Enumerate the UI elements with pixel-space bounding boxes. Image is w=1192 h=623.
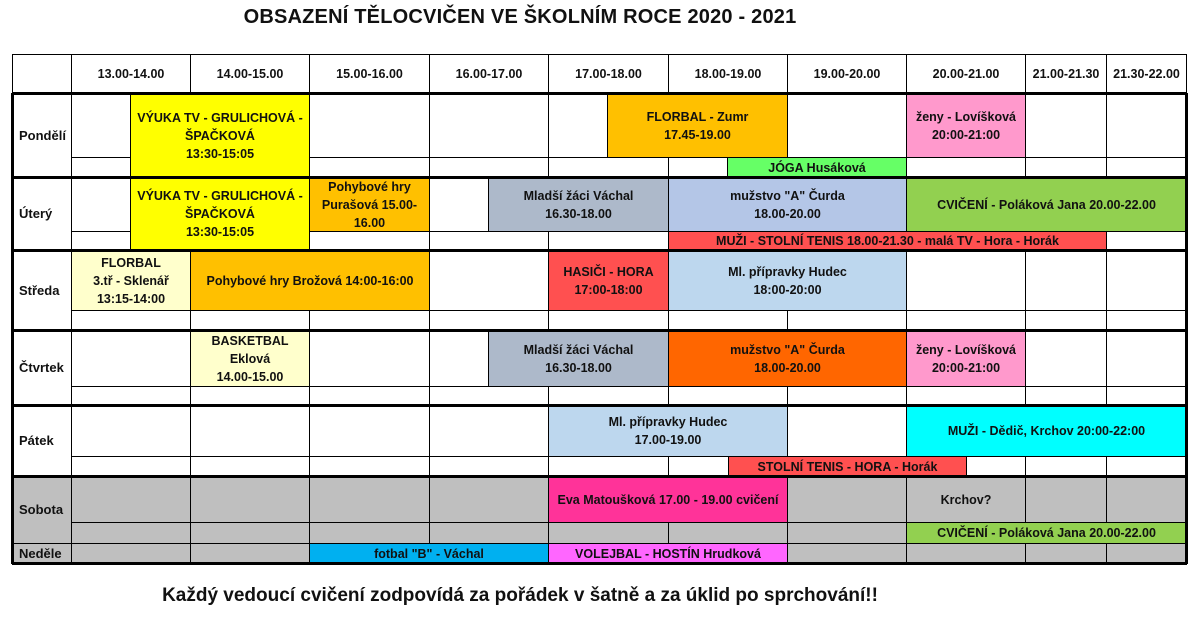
event-block: VOLEJBAL - HOSTÍN Hrudková xyxy=(548,543,788,564)
event-block: MUŽI - STOLNÍ TENIS 18.00-21.30 - malá TV - Hora - Horák xyxy=(668,231,1107,251)
empty-slot xyxy=(309,93,430,158)
event-block: ženy - Lovíšková 20:00-21:00 xyxy=(906,93,1026,158)
empty-slot xyxy=(787,405,907,457)
event-block: FLORBAL 3.tř - Sklenář 13:15-14:00 xyxy=(71,250,191,311)
header-corner xyxy=(12,54,72,94)
time-slot-header: 19.00-20.00 xyxy=(787,54,907,94)
event-block: fotbal "B" - Váchal xyxy=(309,543,549,564)
time-slot-header: 18.00-19.00 xyxy=(668,54,788,94)
event-block: Mladší žáci Váchal 16.30-18.00 xyxy=(488,177,669,232)
empty-slot xyxy=(429,476,549,523)
empty-slot xyxy=(548,157,669,178)
empty-slot xyxy=(1025,543,1107,564)
empty-slot xyxy=(71,386,191,406)
time-slot-header: 21.00-21.30 xyxy=(1025,54,1107,94)
day-label: Sobota xyxy=(12,476,72,544)
row-separator xyxy=(12,176,1187,179)
empty-slot xyxy=(71,456,191,477)
day-label: Pondělí xyxy=(12,93,72,178)
empty-slot xyxy=(429,522,549,544)
event-block: Pohybové hry Purašová 15.00- 16.00 xyxy=(309,177,430,232)
empty-slot xyxy=(309,476,430,523)
empty-slot xyxy=(309,157,430,178)
time-slot-header: 13.00-14.00 xyxy=(71,54,191,94)
event-block: mužstvo "A" Čurda 18.00-20.00 xyxy=(668,330,907,387)
empty-slot xyxy=(429,386,549,406)
table-border-right xyxy=(1185,93,1188,564)
empty-slot xyxy=(906,157,1026,178)
empty-slot xyxy=(71,476,191,523)
empty-slot xyxy=(548,310,669,331)
empty-slot xyxy=(190,405,310,457)
empty-slot xyxy=(429,157,549,178)
day-label: Neděle xyxy=(12,543,72,564)
event-block: Krchov? xyxy=(906,476,1026,523)
empty-slot xyxy=(668,386,788,406)
event-block: Ml. přípravky Hudec 17.00-19.00 xyxy=(548,405,788,457)
empty-slot xyxy=(548,386,669,406)
empty-slot xyxy=(1106,157,1187,178)
empty-slot xyxy=(906,543,1026,564)
time-slot-header: 21.30-22.00 xyxy=(1106,54,1187,94)
event-block: BASKETBAL Eklová 14.00-15.00 xyxy=(190,330,310,387)
row-separator xyxy=(12,249,1187,252)
table-border-left xyxy=(11,93,14,564)
event-block: MUŽI - Dědič, Krchov 20:00-22:00 xyxy=(906,405,1187,457)
empty-slot xyxy=(190,386,310,406)
empty-slot xyxy=(787,93,907,158)
row-separator xyxy=(12,329,1187,332)
event-block: Ml. přípravky Hudec 18:00-20:00 xyxy=(668,250,907,311)
empty-slot xyxy=(309,330,430,387)
event-block: VÝUKA TV - GRULICHOVÁ - ŠPAČKOVÁ 13:30-15:05 xyxy=(130,93,310,178)
empty-slot xyxy=(1106,231,1187,251)
empty-slot xyxy=(548,522,669,544)
time-slot-header: 16.00-17.00 xyxy=(429,54,549,94)
empty-slot xyxy=(668,310,788,331)
empty-slot xyxy=(429,456,549,477)
empty-slot xyxy=(71,522,191,544)
event-block: CVIČENÍ - Poláková Jana 20.00-22.00 xyxy=(906,522,1187,544)
empty-slot xyxy=(787,522,907,544)
empty-slot xyxy=(668,522,788,544)
empty-slot xyxy=(1025,456,1107,477)
empty-slot xyxy=(787,543,907,564)
empty-slot xyxy=(1025,386,1107,406)
row-separator xyxy=(12,404,1187,407)
day-label: Úterý xyxy=(12,177,72,251)
empty-slot xyxy=(190,522,310,544)
empty-slot xyxy=(1106,310,1187,331)
day-label: Pátek xyxy=(12,405,72,477)
empty-slot xyxy=(429,231,549,251)
event-block: VÝUKA TV - GRULICHOVÁ - ŠPAČKOVÁ 13:30-15:05 xyxy=(130,177,310,251)
empty-slot xyxy=(787,310,907,331)
empty-slot xyxy=(548,231,669,251)
empty-slot xyxy=(1025,93,1107,158)
empty-slot xyxy=(1106,386,1187,406)
empty-slot xyxy=(1025,476,1107,523)
time-slot-header: 14.00-15.00 xyxy=(190,54,310,94)
event-block: STOLNÍ TENIS - HORA - Horák xyxy=(728,456,967,477)
event-block: JÓGA Husáková xyxy=(727,157,907,178)
empty-slot xyxy=(906,250,1026,311)
empty-slot xyxy=(429,405,549,457)
empty-slot xyxy=(190,310,310,331)
empty-slot xyxy=(1025,250,1107,311)
empty-slot xyxy=(787,386,907,406)
empty-slot xyxy=(309,386,430,406)
empty-slot xyxy=(906,386,1026,406)
empty-slot xyxy=(1106,456,1187,477)
empty-slot xyxy=(71,310,191,331)
event-block: Mladší žáci Váchal 16.30-18.00 xyxy=(488,330,669,387)
empty-slot xyxy=(190,456,310,477)
event-block: Pohybové hry Brožová 14:00-16:00 xyxy=(190,250,430,311)
event-block: FLORBAL - Zumr 17.45-19.00 xyxy=(607,93,788,158)
time-slot-header: 15.00-16.00 xyxy=(309,54,430,94)
empty-slot xyxy=(1025,330,1107,387)
time-slot-header: 20.00-21.00 xyxy=(906,54,1026,94)
event-block: ženy - Lovíšková 20:00-21:00 xyxy=(906,330,1026,387)
empty-slot xyxy=(71,405,191,457)
empty-slot xyxy=(1106,250,1187,311)
empty-slot xyxy=(1106,543,1187,564)
row-separator xyxy=(12,475,1187,478)
empty-slot xyxy=(309,231,430,251)
day-label: Středa xyxy=(12,250,72,331)
empty-slot xyxy=(1106,93,1187,158)
empty-slot xyxy=(1106,330,1187,387)
event-block: HASIČI - HORA 17:00-18:00 xyxy=(548,250,669,311)
empty-slot xyxy=(906,310,1026,331)
empty-slot xyxy=(548,456,669,477)
empty-slot xyxy=(309,456,430,477)
empty-slot xyxy=(71,330,191,387)
empty-slot xyxy=(1025,157,1107,178)
empty-slot xyxy=(1106,476,1187,523)
empty-slot xyxy=(429,310,549,331)
empty-slot xyxy=(190,543,310,564)
event-block: mužstvo "A" Čurda 18.00-20.00 xyxy=(668,177,907,232)
empty-slot xyxy=(1025,310,1107,331)
event-block: Eva Matoušková 17.00 - 19.00 cvičení xyxy=(548,476,788,523)
empty-slot xyxy=(429,250,549,311)
empty-slot xyxy=(309,405,430,457)
empty-slot xyxy=(71,543,191,564)
empty-slot xyxy=(190,476,310,523)
empty-slot xyxy=(429,93,549,158)
day-label: Čtvrtek xyxy=(12,330,72,406)
event-block: CVIČENÍ - Poláková Jana 20.00-22.00 xyxy=(906,177,1187,232)
footer-note: Každý vedoucí cvičení zodpovídá za pořádek v šatně a za úklid po sprchování!! xyxy=(162,585,878,606)
empty-slot xyxy=(309,310,430,331)
row-separator xyxy=(12,92,1187,95)
row-separator xyxy=(12,562,1187,565)
page-title: OBSAZENÍ TĚLOCVIČEN VE ŠKOLNÍM ROCE 2020 - 2021 xyxy=(243,6,797,28)
empty-slot xyxy=(787,476,907,523)
time-slot-header: 17.00-18.00 xyxy=(548,54,669,94)
empty-slot xyxy=(309,522,430,544)
